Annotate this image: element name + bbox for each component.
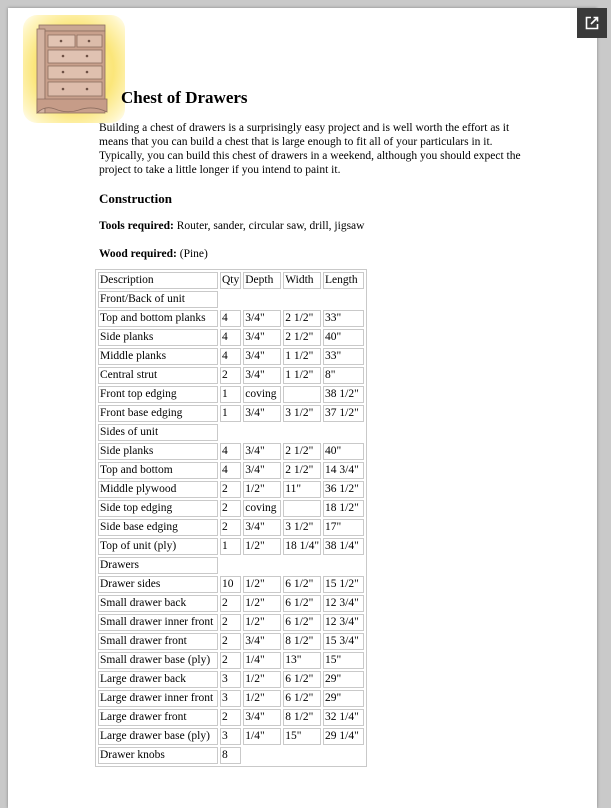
- cell-qty: 2: [220, 614, 241, 631]
- cell-width: 15": [283, 728, 321, 745]
- table-row: [98, 500, 364, 517]
- cell-depth: 3/4": [243, 367, 281, 384]
- cell-depth: 1/2": [243, 690, 281, 707]
- cell-description: Side planks: [98, 329, 218, 346]
- cell-description: Drawer knobs: [98, 747, 218, 764]
- cell-length: 18 1/2": [323, 500, 364, 517]
- cell-length: 17": [323, 519, 364, 536]
- cell-qty: 2: [220, 652, 241, 669]
- cell-length: 36 1/2": [323, 481, 364, 498]
- cell-depth: 3/4": [243, 519, 281, 536]
- cell-width: 2 1/2": [283, 310, 321, 327]
- cell-length: 38 1/4": [323, 538, 364, 555]
- hero-image-frame: [23, 15, 125, 123]
- cell-qty: 1: [220, 538, 241, 555]
- cell-width: 6 1/2": [283, 576, 321, 593]
- cell-qty: 1: [220, 386, 241, 403]
- cell-length: 40": [323, 443, 364, 460]
- table-row: [98, 348, 364, 365]
- cell-length: 12 3/4": [323, 595, 364, 612]
- intro-paragraph: Building a chest of drawers is a surprisingly easy project and is well worth the effort as it means that you can build a chest that is large enough to fit all of your particulars in it. Typically, you can build this chest of drawers in a weekend, although you should expect the project to take a little longer if you intend to paint it.: [99, 122, 521, 176]
- cell-qty: 2: [220, 500, 241, 517]
- cell-width: 1 1/2": [283, 367, 321, 384]
- cell-qty: 4: [220, 348, 241, 365]
- cell-width: 13": [283, 652, 321, 669]
- column-header-width: Width: [283, 272, 321, 289]
- chest-of-drawers-image: [23, 15, 125, 123]
- column-header-length: Length: [323, 272, 364, 289]
- cell-length: 15 3/4": [323, 633, 364, 650]
- tools-value: Router, sander, circular saw, drill, jigsaw: [173, 220, 365, 232]
- cell-description: Top of unit (ply): [98, 538, 218, 555]
- cell-width: 2 1/2": [283, 329, 321, 346]
- cell-qty: 2: [220, 633, 241, 650]
- table-row: [98, 405, 364, 422]
- cell-description: Large drawer inner front: [98, 690, 218, 707]
- cell-qty: 2: [220, 367, 241, 384]
- cell-qty: 4: [220, 310, 241, 327]
- cell-depth: 1/4": [243, 652, 281, 669]
- cell-description: Front base edging: [98, 405, 218, 422]
- column-header-depth: Depth: [243, 272, 281, 289]
- table-header-row: [98, 272, 364, 289]
- construction-heading: Construction: [99, 191, 172, 206]
- section-label: Drawers: [98, 557, 218, 574]
- cell-qty: 3: [220, 728, 241, 745]
- column-header-description: Description: [98, 272, 218, 289]
- table-row: [98, 481, 364, 498]
- wood-required: [99, 248, 208, 260]
- cell-length: 15": [323, 652, 364, 669]
- cell-description: Front top edging: [98, 386, 218, 403]
- cell-description: Large drawer back: [98, 671, 218, 688]
- cell-width: 8 1/2": [283, 633, 321, 650]
- table-row: [98, 462, 364, 479]
- table-section-row: [98, 424, 364, 441]
- cell-width: 2 1/2": [283, 443, 321, 460]
- open-external-button[interactable]: [577, 8, 607, 38]
- cell-depth: 3/4": [243, 329, 281, 346]
- open-in-new-icon: [584, 15, 600, 31]
- cell-width: 2 1/2": [283, 462, 321, 479]
- cell-description: Middle plywood: [98, 481, 218, 498]
- cell-description: Side planks: [98, 443, 218, 460]
- cell-description: Small drawer back: [98, 595, 218, 612]
- cell-length: 8": [323, 367, 364, 384]
- wood-value: (Pine): [176, 248, 208, 260]
- cell-width: [283, 386, 321, 403]
- cell-width: 6 1/2": [283, 595, 321, 612]
- cell-description: Drawer sides: [98, 576, 218, 593]
- cell-depth: coving: [243, 386, 281, 403]
- cell-qty: 2: [220, 481, 241, 498]
- cell-qty: 4: [220, 462, 241, 479]
- cell-description: Small drawer base (ply): [98, 652, 218, 669]
- cell-qty: 2: [220, 519, 241, 536]
- cell-length: 33": [323, 310, 364, 327]
- table-row: [98, 614, 364, 631]
- cell-qty: 4: [220, 443, 241, 460]
- cell-description: Small drawer front: [98, 633, 218, 650]
- table-row: [98, 595, 364, 612]
- cell-width: 11": [283, 481, 321, 498]
- wood-label: Wood required:: [99, 248, 177, 260]
- cell-description: Top and bottom: [98, 462, 218, 479]
- cell-length: 14 3/4": [323, 462, 364, 479]
- table-row: [98, 747, 364, 764]
- cell-width: 3 1/2": [283, 405, 321, 422]
- table-row: [98, 633, 364, 650]
- cell-qty: 1: [220, 405, 241, 422]
- table-row: [98, 367, 364, 384]
- table-row: [98, 538, 364, 555]
- cell-qty: 3: [220, 690, 241, 707]
- cell-depth: 1/2": [243, 595, 281, 612]
- cell-length: 37 1/2": [323, 405, 364, 422]
- cell-width: 18 1/4": [283, 538, 321, 555]
- cell-width: 1 1/2": [283, 348, 321, 365]
- cell-description: Large drawer front: [98, 709, 218, 726]
- section-label: Front/Back of unit: [98, 291, 218, 308]
- cell-depth: 3/4": [243, 405, 281, 422]
- table-row: [98, 709, 364, 726]
- table-section-row: [98, 557, 364, 574]
- table-row: [98, 671, 364, 688]
- cell-qty: 3: [220, 671, 241, 688]
- cell-qty: 2: [220, 595, 241, 612]
- cell-width: 3 1/2": [283, 519, 321, 536]
- tools-required: [99, 220, 364, 232]
- materials-table: [95, 269, 367, 767]
- cell-description: Side base edging: [98, 519, 218, 536]
- table-row: [98, 690, 364, 707]
- cell-depth: 3/4": [243, 443, 281, 460]
- cell-depth: 3/4": [243, 709, 281, 726]
- cell-description: Middle planks: [98, 348, 218, 365]
- cell-width: 6 1/2": [283, 671, 321, 688]
- cell-width: 6 1/2": [283, 690, 321, 707]
- cell-depth: 3/4": [243, 348, 281, 365]
- cell-width: [283, 500, 321, 517]
- table-row: [98, 652, 364, 669]
- cell-length: 29": [323, 671, 364, 688]
- table-row: [98, 310, 364, 327]
- cell-depth: 1/2": [243, 538, 281, 555]
- cell-depth: 3/4": [243, 462, 281, 479]
- cell-depth: 1/2": [243, 576, 281, 593]
- cell-depth: 1/2": [243, 614, 281, 631]
- table-row: [98, 576, 364, 593]
- cell-length: 32 1/4": [323, 709, 364, 726]
- cell-qty: 4: [220, 329, 241, 346]
- table-section-row: [98, 291, 364, 308]
- table-row: [98, 443, 364, 460]
- page-title: Chest of Drawers: [121, 88, 248, 107]
- tools-label: Tools required:: [99, 220, 174, 232]
- table-row: [98, 329, 364, 346]
- column-header-qty: Qty: [220, 272, 241, 289]
- cell-description: Side top edging: [98, 500, 218, 517]
- cell-description: Central strut: [98, 367, 218, 384]
- cell-description: Large drawer base (ply): [98, 728, 218, 745]
- cell-length: 29": [323, 690, 364, 707]
- cell-length: 38 1/2": [323, 386, 364, 403]
- table-row: [98, 519, 364, 536]
- cell-width: 8 1/2": [283, 709, 321, 726]
- cell-length: 12 3/4": [323, 614, 364, 631]
- cell-qty: 8: [220, 747, 241, 764]
- cell-width: 6 1/2": [283, 614, 321, 631]
- cell-depth: 3/4": [243, 310, 281, 327]
- table-row: [98, 728, 364, 745]
- cell-depth: 1/2": [243, 671, 281, 688]
- cell-qty: 10: [220, 576, 241, 593]
- table-row: [98, 386, 364, 403]
- cell-length: 40": [323, 329, 364, 346]
- cell-qty: 2: [220, 709, 241, 726]
- cell-depth: 1/4": [243, 728, 281, 745]
- cell-description: Small drawer inner front: [98, 614, 218, 631]
- cell-depth: coving: [243, 500, 281, 517]
- cell-length: 29 1/4": [323, 728, 364, 745]
- cell-depth: 3/4": [243, 633, 281, 650]
- document-page: [8, 8, 597, 808]
- cell-depth: 1/2": [243, 481, 281, 498]
- cell-description: Top and bottom planks: [98, 310, 218, 327]
- cell-length: 15 1/2": [323, 576, 364, 593]
- cell-length: 33": [323, 348, 364, 365]
- section-label: Sides of unit: [98, 424, 218, 441]
